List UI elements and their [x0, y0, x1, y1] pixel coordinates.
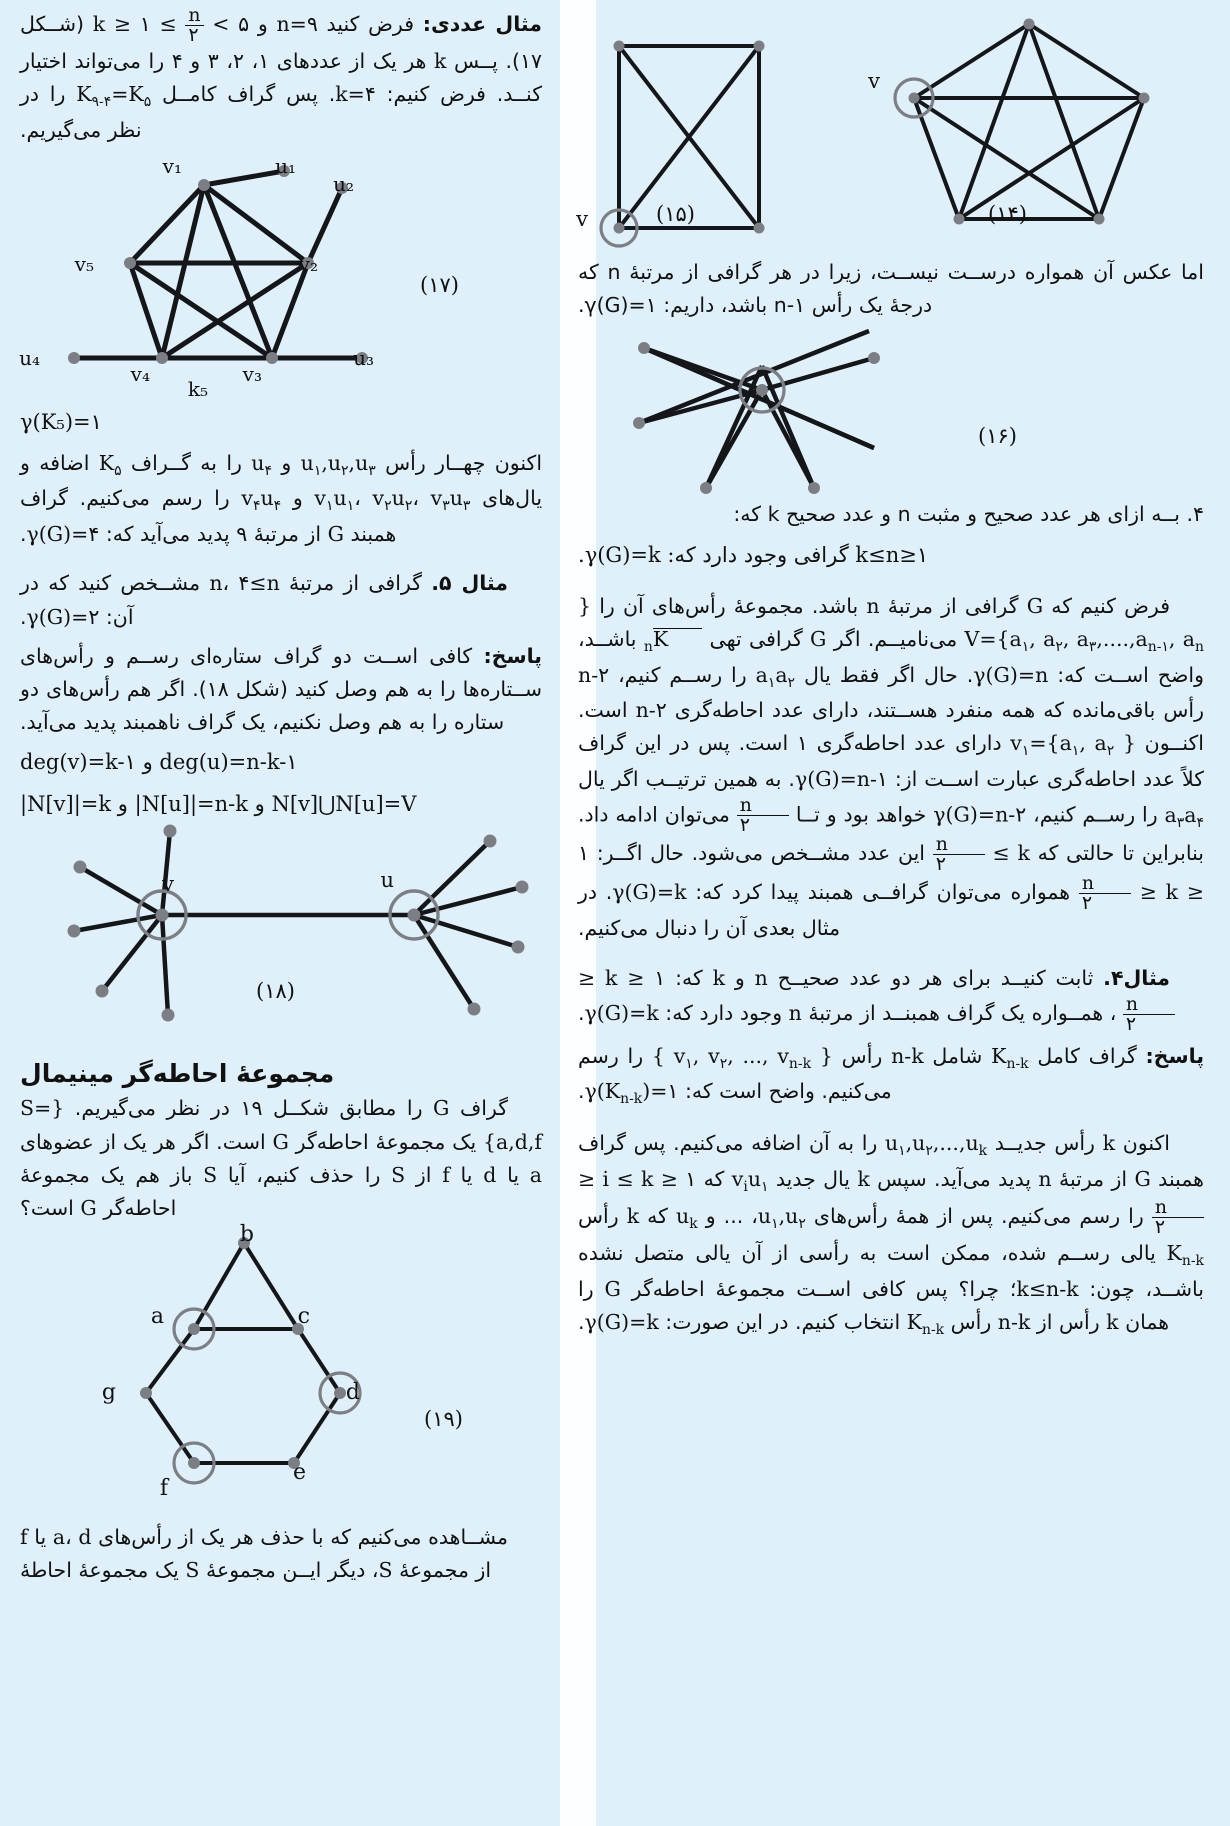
spacer-left-1	[20, 557, 542, 567]
left-example-numeric: مثال عددی: فرض کنید n=۹ و ۵ > $\frac{n}{۲}$ ≥ k ≥ ۱ (شــکل ۱۷). پــس k هر یک از عددهای ۱، ۲، ۳ و ۴ را می‌تواند اختیار کنــد. فرض کنیم: k=۴. پس گراف کامــل $K_{۹-۴}=K_۵$ را در نظر می‌گیریم.	[20, 4, 543, 142]
math-degree-line: deg(v)=k-۱ و deg(u)=n-k-۱	[20, 750, 298, 775]
math-neighborhood-line: |N[v]|=k و |N[u]|=n-k و N[v]⋃N[u]=V	[20, 792, 417, 817]
figure-18-svg	[22, 829, 542, 1044]
right-item-4-line1: ۴. بــه ازای هر عدد صحیح و مثبت n و عدد صحیح k که:	[733, 502, 1204, 527]
example-5-title: مثال ۵.	[431, 571, 508, 596]
right-item-4-line2: ۱≤k≤n گرافی وجود دارد که: γ(G)=k.	[578, 542, 929, 567]
fig14-label-v: v	[868, 69, 880, 93]
figure-18-block	[20, 829, 542, 1049]
fig18-label-u: u	[380, 868, 394, 893]
figure-19-caption: (۱۹)	[424, 1407, 463, 1432]
left-example-5: مثال ۵. گرافی از مرتبۀ n، ۴≤n مشــخص کنید که در آن: γ(G)=۲.	[20, 571, 508, 629]
figure-14-graph	[914, 24, 1144, 219]
figure-17-caption: (۱۷)	[420, 272, 459, 297]
fig17-label-v3: v₃	[242, 361, 262, 386]
fig19-label-g: g	[101, 1380, 116, 1406]
fig17-label-v4: v₄	[130, 361, 150, 386]
fig19-label-f: f	[159, 1476, 168, 1502]
fig17-label-u3: u₃	[353, 345, 374, 370]
figure-14-caption: (۱۴)	[988, 202, 1027, 226]
figure-16-block	[578, 328, 1204, 498]
right-column	[560, 0, 1230, 1826]
left-paragraph-last: مشــاهده می‌کنیم که با حذف هر یک از رأس‌های a، d یا f از مجموعۀ S، دیگر ایــن مجموعۀ S یک مجموعۀ احاطۀ	[20, 1525, 508, 1583]
figure-19-edges	[146, 1243, 340, 1463]
fig17-label-v2: v₂	[298, 251, 318, 276]
fig17-label-v1: v₁	[162, 153, 182, 178]
left-answer-5: پاسخ: کافی اســت دو گراف ستاره‌ای رســم و رأس‌های ســتاره‌ها را به هم وصل کنید (شکل ۱۸). اگر هم رأس‌های دو ستاره را به هم وصل نکنیم، یک گراف ناهمبند پدید می‌آید.	[20, 643, 542, 735]
fig17-label-u1: u₁	[275, 153, 296, 178]
answer-label: پاسخ:	[1145, 1043, 1205, 1068]
example-4-title: مثال۴.	[1103, 965, 1170, 990]
fig19-label-c: c	[297, 1304, 310, 1330]
figure-17-block	[20, 153, 542, 403]
fig18-label-v: v	[162, 872, 174, 897]
figure-17-svg	[19, 153, 542, 401]
gamma-k5-line: γ(K₅)=۱	[20, 409, 102, 434]
figure-16-svg	[584, 328, 1204, 493]
figure-14-nodes	[909, 19, 1150, 225]
section-heading-minimal-dominating-set: مجموعۀ احاطه‌گر مینیمال	[20, 1059, 335, 1089]
figure-15-graph	[619, 46, 759, 228]
fig19-label-a: a	[150, 1304, 164, 1330]
fig17-label-k5: k₅	[187, 376, 208, 401]
figure-16-caption: (۱۶)	[978, 424, 1017, 449]
fig19-label-d: d	[345, 1380, 360, 1406]
right-paragraph-3: اکنون k رأس جدیــد $u_۱,u_۲,...,u_k$ را به آن اضافه می‌کنیم. پس گراف همبند G از مرتبۀ n پدید می‌آید. سپس k یال جدید $v_iu_۱$ که ۱ ≤ i ≤ k ≤ $\frac{n}{۲}$ را رسم می‌کنیم. پس از همۀ رأس‌های $u_۱,u_۲،$ ... و $u_k$ که k رأس $K_{n-k}$ یالی رســم شده، ممکن است به رأسی از آن یالی متصل نشده باشــد، چون: k≤n-k؛ چرا؟ پس کافی اســت مجموعۀ احاطه‌گر G را همان k رأس از n-k رأس $K_{n-k}$ انتخاب کنیم. در این صورت: γ(G)=k.	[578, 1130, 1204, 1338]
fig17-label-u2: u₂	[333, 171, 354, 196]
fig19-label-e: e	[292, 1460, 306, 1486]
left-column	[0, 0, 560, 1826]
spacer-2	[578, 952, 1204, 962]
figure-18-nodes	[68, 825, 529, 1022]
left-paragraph-minimal: گراف G را مطابق شکــل ۱۹ در نظر می‌گیریم. {S={a,d,f یک مجموعۀ احاطه‌گر G است. اگر هر یک از عضوهای a یا d یا f از S را حذف کنیم، آیا S باز هم یک مجموعۀ احاطه‌گر G است؟	[20, 1096, 542, 1221]
fig17-label-v5: v₅	[74, 251, 94, 276]
example-numeric-title: مثال عددی:	[422, 11, 542, 36]
fig15-label-v: v	[576, 207, 588, 231]
right-answer-4: پاسخ: گراف کامل $K_{n-k}$ شامل n-k رأس { $v_۱$, $v_۲$, ..., $v_{n-k}$ } را رسم می‌کنیم. واضح است که: $\gamma(K_{n-k})=۱$.	[578, 1043, 1205, 1108]
right-paragraph-1: اما عکس آن همواره درســت نیســت، زیرا در هر گرافی از مرتبۀ n که درجۀ یک رأس n-۱ باشد، داریم: γ(G)=۱.	[578, 260, 1204, 318]
figure-17-edges	[74, 171, 362, 358]
fig19-label-b: b	[239, 1222, 254, 1248]
figure-row-14-15	[578, 6, 1204, 256]
spacer	[578, 580, 1204, 590]
spacer-3	[578, 1117, 1204, 1127]
answer-5-label: پاسخ:	[483, 643, 542, 668]
left-paragraph-after-fig17: اکنون چهــار رأس $u_۱,u_۲,u_۳$ و $u_۴$ را به گــراف $K_۵$ اضافه و یال‌های $v_۱u_۱،$ $v_۲u_۲،$ $v_۳u_۳$ و $v_۴u_۴$ را رسم می‌کنیم. گراف همبند G از مرتبۀ ۹ پدید می‌آید که: γ(G)=۴.	[20, 450, 543, 547]
figure-15-caption: (۱۵)	[656, 202, 695, 226]
right-paragraph-2: فرض کنیم که G گرافی از مرتبۀ n باشد. مجموعۀ رأس‌های آن را { $V=\{a_۱$, $a_۲$, $a_۳,....,a_{n-۱}$, $a_n$ می‌نامیــم. اگر G گرافی تهی $K_n$ باشــد، واضح اســت که: γ(G)=n. حال اگر فقط یال $a_۱a_۲$ را رســم کنیم، n-۲ رأس باقی‌مانده که همه منفرد هســتند، دارای عدد احاطه‌گری n-۲ است. اکنــون $v_۱=\{a_۱$, $a_۲$ } دارای عدد احاطه‌گری ۱ است. پس در این گراف کلاً عدد احاطه‌گری عبارت اســت از: γ(G)=n-۱. به همین ترتیــب اگر یال $a_۳a_۴$ را رســم کنیم، γ(G)=n-۲ خواهد بود و تــا $\frac{n}{۲}$ می‌توان ادامه داد. بنابراین تا حالتی که k ≥ $\frac{n}{۲}$ این عدد مشــخص می‌شود. حال اگــر: ۱ ≤ k ≤ $\frac{n}{۲}$ همواره می‌توان گرافــی همبند پیدا کرد که: γ(G)=k. در مثال بعدی آن را دنبال می‌کنیم.	[578, 593, 1205, 941]
figure-18-edges	[74, 831, 522, 1015]
fig17-label-u4: u₄	[19, 345, 40, 370]
figure-19-block	[20, 1222, 542, 1521]
figure-16-edges	[639, 331, 874, 488]
right-example-4: مثال۴. ثابت کنیــد برای هر دو عدد صحیــح n و k که: ۱ ≤ k ≤ $\frac{n}{۲}$ ، همــواره یک گراف همبنــد از مرتبۀ n وجود دارد که: γ(G)=k.	[578, 962, 1204, 1034]
figure-19-svg	[22, 1222, 542, 1516]
figure-18-caption: (۱۸)	[256, 979, 295, 1004]
